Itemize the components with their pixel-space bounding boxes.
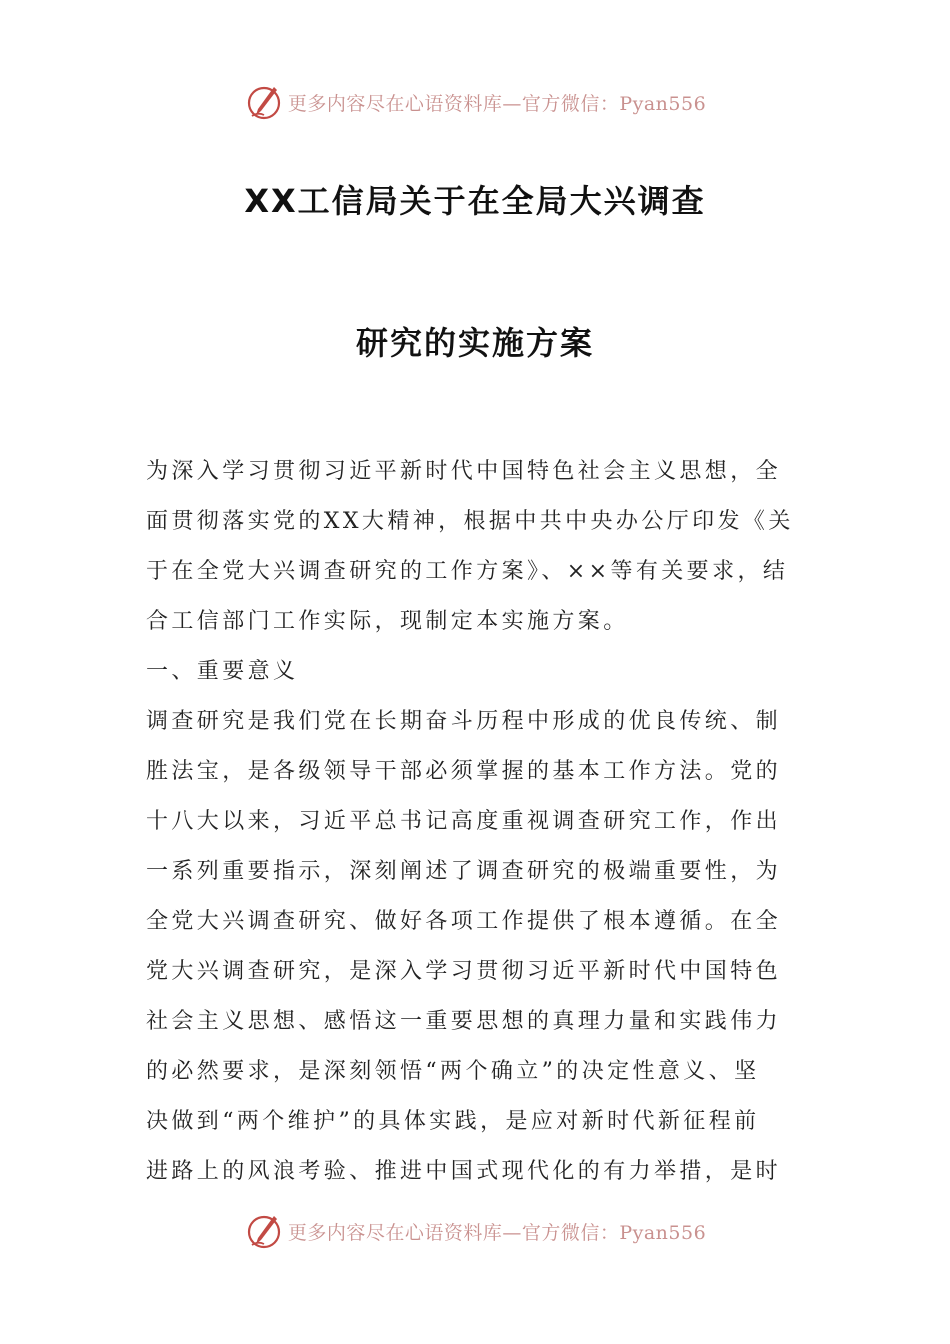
quill-logo-icon (244, 1211, 284, 1251)
watermark-text: 更多内容尽在心语资料库—官方微信：Pyan556 (287, 1221, 707, 1244)
document-body (146, 447, 806, 1197)
body-line: 胜法宝，是各级领导干部必须掌握的基本工作方法。党的 (146, 759, 782, 784)
body-line: 全党大兴调查研究、做好各项工作提供了根本遵循。在全 (146, 909, 782, 934)
document-title-line-1: XX工信局关于在全局大兴调查 (244, 182, 706, 220)
body-line: 面贯彻落实党的XX大精神，根据中共中央办公厅印发《关 (146, 509, 794, 534)
watermark-text: 更多内容尽在心语资料库—官方微信：Pyan556 (287, 92, 707, 115)
body-line: 合工信部门工作实际，现制定本实施方案。 (146, 609, 629, 634)
body-line: 十八大以来，习近平总书记高度重视调查研究工作，作出 (146, 809, 782, 834)
body-line: 的必然要求，是深刻领悟“两个确立”的决定性意义、坚 (146, 1059, 760, 1084)
body-line: 一系列重要指示，深刻阐述了调查研究的极端重要性，为 (146, 859, 782, 884)
body-line: 调查研究是我们党在长期奋斗历程中形成的优良传统、制 (146, 709, 782, 734)
document-title-line-2: 研究的实施方案 (355, 324, 594, 362)
body-line: 为深入学习贯彻习近平新时代中国特色社会主义思想，全 (146, 459, 782, 484)
body-line: 于在全党大兴调查研究的工作方案》、××等有关要求，结 (146, 559, 789, 584)
section-heading: 一、重要意义 (146, 659, 299, 684)
body-line: 党大兴调查研究，是深入学习贯彻习近平新时代中国特色 (146, 959, 782, 984)
body-line: 社会主义思想、感悟这一重要思想的真理力量和实践伟力 (146, 1009, 782, 1034)
header-watermark (0, 82, 950, 122)
quill-logo-icon (244, 82, 284, 122)
footer-watermark (0, 1211, 950, 1251)
body-line: 进路上的风浪考验、推进中国式现代化的有力举措，是时 (146, 1159, 782, 1184)
body-line: 决做到“两个维护”的具体实践，是应对新时代新征程前 (146, 1109, 760, 1134)
